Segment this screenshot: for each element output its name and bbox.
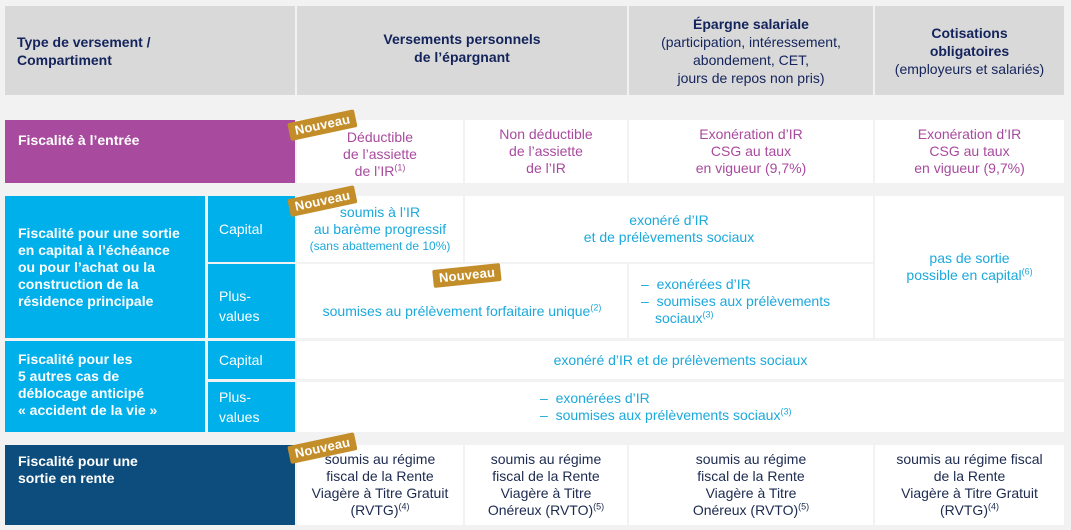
cell-line: CSG au taux bbox=[929, 143, 1010, 159]
row-label-capital-exit bbox=[5, 196, 205, 338]
row-label-line: Fiscalité pour les bbox=[18, 351, 133, 367]
footnote-ref: (5) bbox=[798, 501, 810, 512]
cell-line: Exonération d’IR bbox=[699, 126, 803, 142]
cell-line: Exonération d’IR bbox=[917, 126, 1022, 142]
cell-line: soumis au régime bbox=[490, 451, 602, 467]
rente-cell-mandatory bbox=[875, 445, 1064, 525]
new-badge: Nouveau bbox=[287, 185, 358, 217]
footnote-ref: (3) bbox=[702, 308, 714, 319]
entry-cell-mandatory bbox=[875, 120, 1064, 183]
footnote-ref: (6) bbox=[1021, 266, 1033, 277]
cell-line-text: (RVTG) bbox=[940, 502, 988, 518]
sublabel-capital bbox=[208, 196, 295, 262]
cell-line: Déductible bbox=[346, 129, 414, 145]
list-item: – exonérées d’IR bbox=[540, 390, 650, 406]
sublabel-plus-values bbox=[208, 382, 295, 432]
cell-note: (sans abattement de 10%) bbox=[309, 238, 451, 253]
cell-line bbox=[488, 502, 604, 519]
row-label-line: 5 autres cas de bbox=[18, 368, 120, 384]
footnote-ref: (1) bbox=[394, 162, 406, 173]
sublabel-text: Plus- bbox=[219, 389, 251, 405]
new-badge: Nouveau bbox=[287, 432, 358, 464]
new-badge: Nouveau bbox=[287, 109, 358, 141]
sublabel-text: Capital bbox=[219, 221, 263, 237]
cell-line: fiscal de la Rente bbox=[697, 468, 805, 484]
list-item: – soumises aux prélèvements sociaux$^{(3)}$ bbox=[540, 406, 792, 423]
header-col-title: Versements personnels bbox=[383, 31, 541, 47]
footnote-ref: (4) bbox=[987, 501, 999, 512]
cell-line: Viagère à Titre bbox=[705, 485, 797, 501]
row-label-entry bbox=[5, 120, 295, 183]
row-label-line: en capital à l’échéance bbox=[18, 241, 170, 258]
header-col-mandatory-contributions bbox=[875, 6, 1064, 95]
header-col-title: obligatoires bbox=[929, 42, 1010, 59]
list-item-text: exonérées d’IR bbox=[555, 390, 650, 406]
cell-line-text: de l’IR bbox=[354, 163, 395, 179]
sublabel-plus-values bbox=[208, 264, 295, 338]
row-label-line: « accident de la vie » bbox=[18, 402, 158, 418]
header-row-label-line: Type de versement / bbox=[17, 33, 151, 50]
footnote-ref: (4) bbox=[398, 501, 410, 512]
cell-line: soumis au régime fiscal bbox=[896, 451, 1043, 467]
row-label-line: construction de la bbox=[18, 275, 139, 292]
header-col-employee-savings bbox=[629, 6, 873, 95]
cell-line: Viagère à Titre bbox=[500, 485, 592, 501]
capital-exit-cell-exempt bbox=[465, 196, 873, 262]
row-label-line: Fiscalité pour une sortie bbox=[18, 224, 180, 241]
cell-line: Non déductible bbox=[499, 126, 593, 142]
footnote-ref: (3) bbox=[780, 406, 792, 417]
row-label-line: sortie en rente bbox=[18, 470, 115, 486]
cell-line bbox=[351, 502, 410, 519]
cell-line: de la Rente bbox=[933, 468, 1006, 484]
row-label-rente bbox=[5, 445, 295, 525]
row-label-line: résidence principale bbox=[18, 292, 154, 309]
header-col-subtitle: (participation, intéressement, bbox=[661, 33, 841, 50]
cell-line-text: possible en capital bbox=[906, 267, 1022, 283]
footnote-ref: (2) bbox=[590, 301, 602, 312]
cell-line: en vigueur (9,7%) bbox=[914, 160, 1025, 176]
list-item-text: soumises aux prélèvements sociaux bbox=[555, 407, 781, 423]
cell-line: CSG au taux bbox=[710, 143, 792, 159]
cell-line: en vigueur (9,7%) bbox=[695, 160, 807, 176]
cell-line: et de prélèvements sociaux bbox=[583, 229, 755, 245]
cell-line: au barème progressif bbox=[313, 220, 447, 237]
header-col-subtitle: abondement, CET, bbox=[693, 51, 809, 68]
accident-plus-values-cell bbox=[297, 382, 1064, 432]
cell-line: soumis à l’IR bbox=[339, 203, 421, 220]
list-item-text: soumises aux prélèvements sociaux bbox=[655, 292, 831, 326]
cell-line: de l’assiette bbox=[509, 143, 583, 159]
row-label-line: ou pour l’achat ou la bbox=[18, 258, 155, 275]
cell-line-text: Onéreux (RVTO) bbox=[692, 502, 799, 518]
sublabel-capital bbox=[208, 341, 295, 379]
header-row-label-line: Compartiment bbox=[17, 51, 112, 68]
row-label-accident bbox=[5, 341, 205, 432]
cell-line-text: Onéreux (RVTO) bbox=[487, 502, 594, 518]
header-col-title: de l’épargnant bbox=[414, 49, 510, 65]
sublabel-text: values bbox=[219, 409, 260, 425]
header-col-personal bbox=[297, 6, 627, 95]
cell-line-text: (RVTG) bbox=[350, 502, 399, 518]
entry-cell-non-deductible bbox=[465, 120, 627, 183]
cell-line: exonéré d’IR bbox=[629, 212, 709, 228]
cell-line-text: soumises au prélèvement forfaitaire unique bbox=[322, 302, 591, 319]
rente-cell-employee-savings bbox=[629, 445, 873, 525]
list-item: – soumises aux prélèvements sociaux$^{(3)}$ bbox=[641, 292, 831, 326]
cell-line bbox=[693, 502, 809, 519]
cell-line: de l’assiette bbox=[343, 146, 417, 162]
cell-line bbox=[355, 163, 406, 180]
row-label-line: Fiscalité pour une bbox=[18, 453, 138, 469]
header-col-subtitle: (employeurs et salariés) bbox=[894, 60, 1045, 77]
list-item: – exonérées d’IR bbox=[641, 275, 751, 292]
header-row-label bbox=[5, 6, 295, 95]
cell-line: soumis au régime bbox=[324, 451, 436, 467]
sublabel-text: values bbox=[219, 308, 260, 324]
row-label-text: Fiscalité à l’entrée bbox=[18, 132, 140, 148]
list-item-text: exonérées d’IR bbox=[656, 275, 751, 292]
footnote-ref: (5) bbox=[593, 501, 605, 512]
capital-exit-cell-no-exit bbox=[875, 196, 1064, 338]
cell-line: de l’IR bbox=[526, 160, 566, 176]
cell-line: Viagère à Titre Gratuit bbox=[901, 485, 1038, 501]
cell-line bbox=[940, 502, 999, 519]
cell-line: fiscal de la Rente bbox=[326, 468, 434, 484]
cell-line bbox=[323, 303, 602, 320]
cell-line: soumis au régime bbox=[695, 451, 807, 467]
header-col-title: Cotisations bbox=[931, 24, 1008, 41]
new-badge: Nouveau bbox=[432, 263, 502, 288]
row-label-line: déblocage anticipé bbox=[18, 385, 145, 401]
sublabel-text: Plus- bbox=[219, 288, 251, 304]
header-col-title: Épargne salariale bbox=[693, 15, 809, 32]
accident-capital-cell bbox=[297, 341, 1064, 379]
rente-cell-personal-non-deductible bbox=[465, 445, 627, 525]
entry-cell-employee-savings bbox=[629, 120, 873, 183]
header-col-subtitle: jours de repos non pris) bbox=[677, 69, 825, 86]
cell-line: exonéré d’IR et de prélèvements sociaux bbox=[553, 351, 808, 368]
cell-line bbox=[906, 267, 1032, 284]
cell-line: Viagère à Titre Gratuit bbox=[311, 485, 449, 501]
cell-line: pas de sortie bbox=[929, 250, 1010, 266]
plus-values-cell-exempt-ir bbox=[629, 264, 873, 338]
cell-line: fiscal de la Rente bbox=[492, 468, 600, 484]
sublabel-text: Capital bbox=[219, 352, 263, 368]
